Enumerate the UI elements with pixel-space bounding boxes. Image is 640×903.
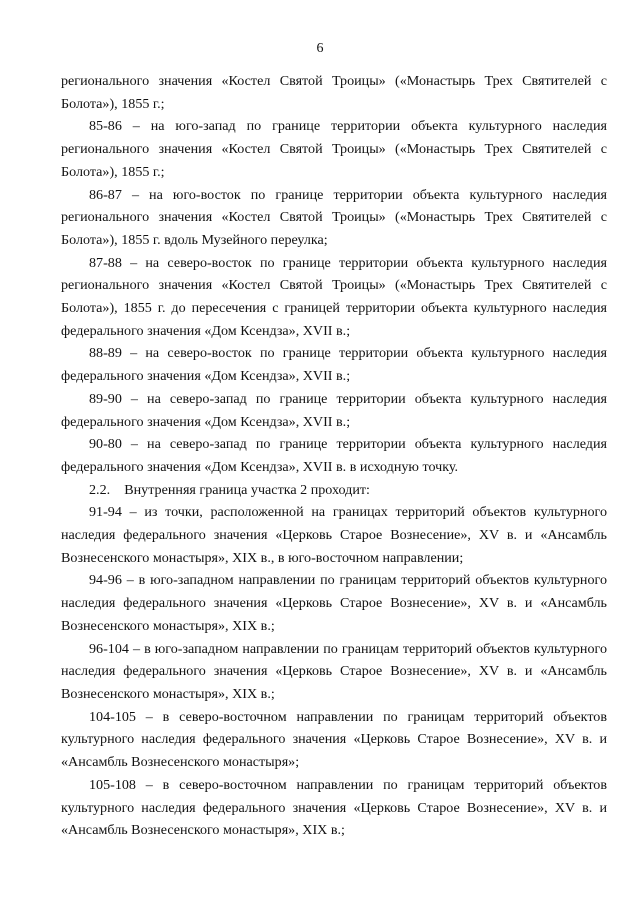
page-number: 6	[316, 41, 324, 56]
document-body	[61, 70, 607, 842]
paragraph: 94-96 – в юго-западном направлении по границам территорий объектов культурного наследия федерального значения «Церковь Старое Вознесение», XV в. и «Ансамбль Вознесенского монастыря», XIX в.;	[61, 572, 607, 634]
paragraph: 88-89 – на северо-восток по границе территории объекта культурного наследия федерального значения «Дом Ксендза», XVII в.;	[61, 345, 607, 385]
paragraph: регионального значения «Костел Святой Троицы» («Монастырь Трех Святителей с Болота»), 1855 г.;	[61, 73, 607, 112]
paragraph: 89-90 – на северо-запад по границе территории объекта культурного наследия федерального значения «Дом Ксендза», XVII в.;	[61, 390, 607, 430]
paragraph: 96-104 – в юго-западном направлении по границам территорий объектов культурного наследия федерального значения «Церковь Старое Вознесение», XV в. и «Ансамбль Вознесенского монастыря», XIX в.;	[61, 640, 607, 702]
paragraph: 85-86 – на юго-запад по границе территории объекта культурного наследия регионального значения «Костел Святой Троицы» («Монастырь Трех Святителей с Болота»), 1855 г.;	[61, 118, 607, 180]
paragraph: 105-108 – в северо-восточном направлении по границам территорий объектов культурного наследия федерального значения «Церковь Старое Вознесение», XV в. и «Ансамбль Вознесенского монастыря», XIX в.;	[61, 776, 607, 839]
paragraph: 104-105 – в северо-восточном направлении по границам территорий объектов культурного наследия федерального значения «Церковь Старое Вознесение», XV в. и «Ансамбль Вознесенского монастыря»;	[61, 708, 607, 771]
paragraph: 90-80 – на северо-запад по границе территории объекта культурного наследия федерального значения «Дом Ксендза», XVII в. в исходную точку.	[61, 436, 607, 475]
section-heading: 2.2. Внутренняя граница участка 2 проходит:	[89, 481, 370, 498]
paragraph: 86-87 – на юго-восток по границе территории объекта культурного наследия регионального значения «Костел Святой Троицы» («Монастырь Трех Святителей с Болота»), 1855 г. вдоль Музейного переулка;	[61, 186, 607, 248]
paragraph: 91-94 – из точки, расположенной на границах территорий объектов культурного наследия федерального значения «Церковь Старое Вознесение», XV в. и «Ансамбль Вознесенского монастыря», XIX в., в юго-восточном направлении;	[61, 504, 607, 566]
paragraph: 87-88 – на северо-восток по границе территории объекта культурного наследия регионального значения «Костел Святой Троицы» («Монастырь Трех Святителей с Болота»), 1855 г. до пересечения с границей территории объекта культурного наследия федерального значения «Дом Ксендза», XVII в.;	[61, 254, 607, 339]
